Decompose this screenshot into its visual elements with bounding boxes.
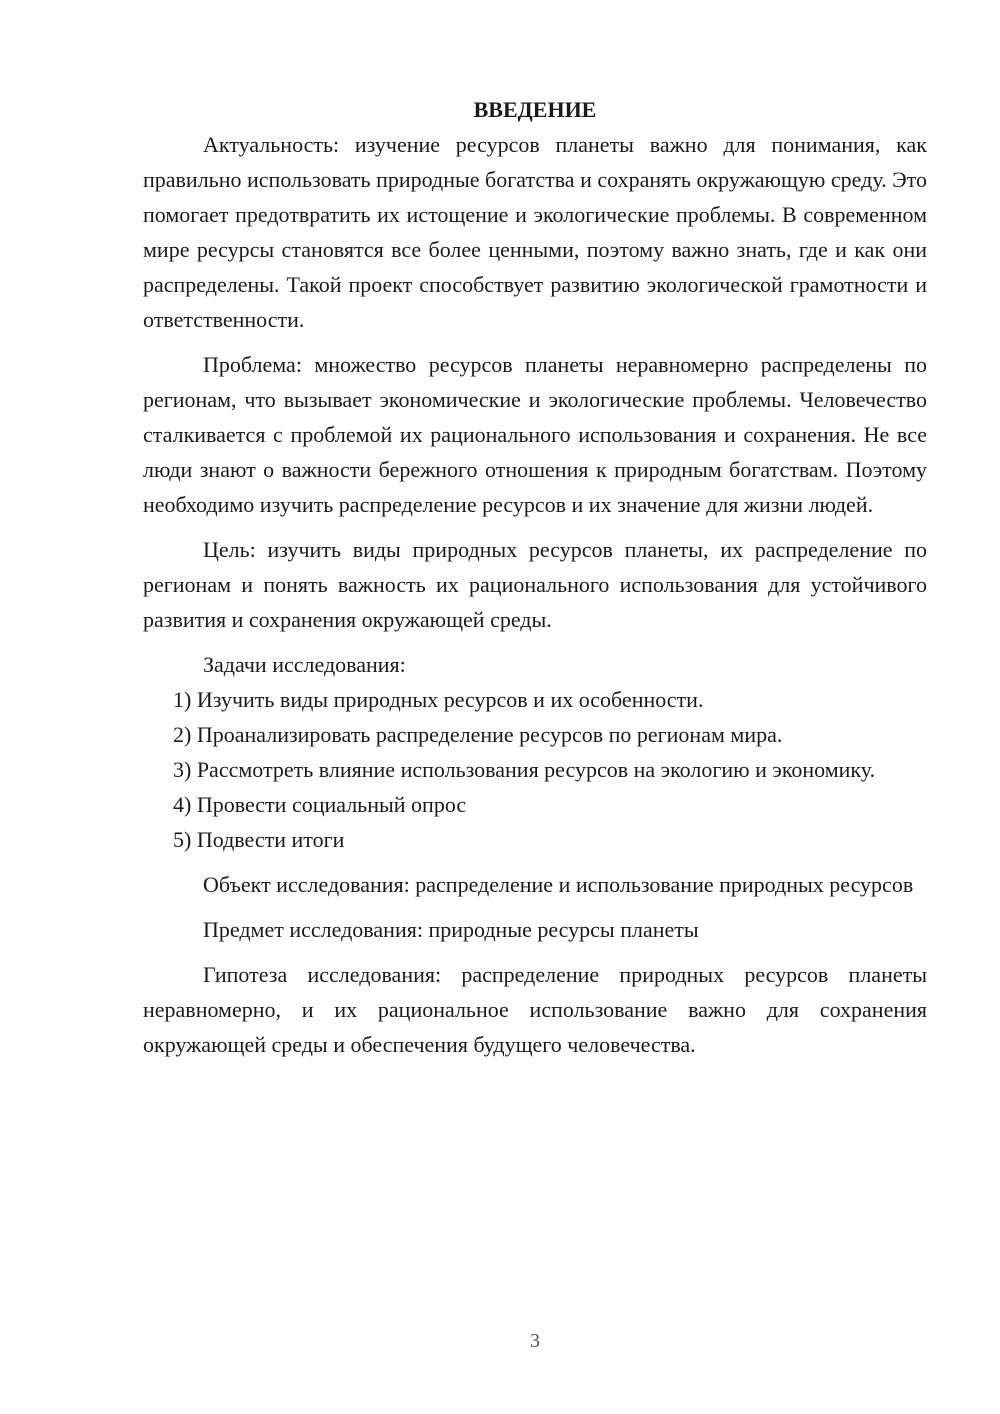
task-item-1: 1) Изучить виды природных ресурсов и их особенности. [173, 687, 704, 712]
goal-paragraph: Цель: изучить виды природных ресурсов планеты, их распределение по регионам и понять важность их рационального использования для устойчивого развития и сохранения окружающей среды. [143, 537, 927, 632]
subject-paragraph: Предмет исследования: природные ресурсы планеты [203, 917, 699, 942]
task-item-2: 2) Проанализировать распределение ресурсов по регионам мира. [173, 722, 783, 747]
task-item-5: 5) Подвести итоги [173, 827, 345, 852]
hypothesis-paragraph: Гипотеза исследования: распределение природных ресурсов планеты неравномерно, и их рациональное использование важно для сохранения окружающей среды и обеспечения будущего человечества. [143, 962, 927, 1057]
task-item-3: 3) Рассмотреть влияние использования ресурсов на экологию и экономику. [173, 757, 876, 782]
object-paragraph: Объект исследования: распределение и использование природных ресурсов [203, 872, 914, 897]
page-title: ВВЕДЕНИЕ [473, 97, 597, 122]
page-content [143, 92, 927, 1062]
relevance-paragraph: Актуальность: изучение ресурсов планеты важно для понимания, как правильно использовать природные богатства и сохранять окружающую среду. Это помогает предотвратить их истощение и экологические проблемы. В современном мире ресурсы становятся все более ценными, поэтому важно знать, где и как они распределены. Такой проект способствует развитию экологической грамотности и ответственности. [143, 132, 927, 332]
tasks-heading: Задачи исследования: [203, 652, 406, 677]
problem-paragraph: Проблема: множество ресурсов планеты неравномерно распределены по регионам, что вызывает экономические и экологические проблемы. Человечество сталкивается с проблемой их рационального использования и сохранения. Не все люди знают о важности бережного отношения к природным богатствам. Поэтому необходимо изучить распределение ресурсов и их значение для жизни людей. [143, 352, 927, 517]
task-item-4: 4) Провести социальный опрос [173, 792, 467, 817]
page-number: 3 [530, 1330, 540, 1352]
